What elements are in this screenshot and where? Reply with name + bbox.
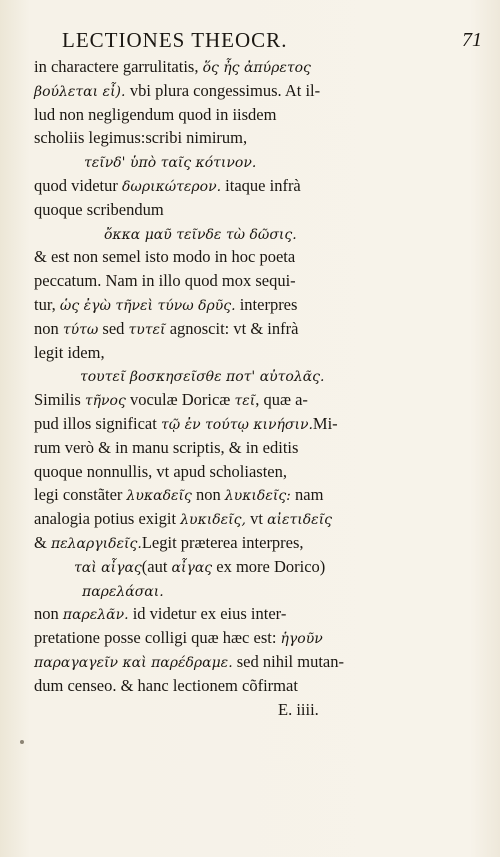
text-line [34,103,484,127]
latin-text: quoque nonnullis, vt apud scholiasten, [34,461,287,481]
greek-text: τεῖ [234,393,256,410]
greek-text: λυκιδεῖς: [224,488,291,505]
latin-text: id videtur ex eius inter- [128,604,287,624]
text-line [34,174,484,198]
latin-text: sed nihil mutan- [232,651,344,671]
latin-text: nam [290,485,324,505]
text-line [34,198,484,222]
quotation-line [34,579,484,603]
latin-text: non [191,485,225,505]
latin-text: dum censeo. & hanc lectionem cõfirmat [34,675,298,695]
latin-text: lud non negligendum quod in iisdem [34,104,277,124]
latin-text: peccatum. Nam in illo quod mox sequi- [34,271,296,291]
greek-text: τῷ ἐν τούτῳ κινήσιν. [160,416,313,433]
text-line [34,341,484,365]
greek-text: τουτεῖ βοσκησεῖσθε ποτ' αὐτολᾶς. [80,369,325,386]
latin-text: pud illos significat [34,413,161,433]
latin-text: legit idem, [34,342,105,362]
latin-text: itaque infrà [221,175,301,195]
latin-text: legi constãter [34,485,127,505]
quotation-line [34,364,484,388]
page-number: 71 [462,29,482,51]
latin-text: (aut [141,556,172,576]
text-line [34,531,484,555]
latin-text: vbi plura congessimus. At il- [129,80,321,100]
greek-text: δωρικώτερον. [122,178,222,195]
text-line [34,626,484,650]
latin-text: Similis [34,390,85,410]
greek-text: τύτω [62,321,99,338]
greek-text: παρελᾶν. [62,607,129,624]
text-line [34,650,484,674]
greek-text: ὅς ἦς ἀπύρετος [202,60,311,76]
text-line [34,602,484,626]
greek-text: βούλεται εἶ). [34,83,130,100]
text-line [34,483,484,507]
greek-text: ὡς ἐγὼ τῆνεὶ τύνω δρῦς. [59,297,236,314]
latin-text: sed [98,318,129,338]
greek-text: αἰετιδεῖς [267,512,333,529]
latin-text: voculæ Doricæ [125,390,235,410]
greek-text: τῆνος [84,393,126,410]
latin-text: E. iiii. [278,699,319,719]
text-line [34,269,484,293]
latin-text: Legit præterea interpres, [141,532,304,552]
latin-text: quod videtur [34,175,122,195]
greek-text: ἡγοῦν [280,631,323,648]
latin-text: scholiis legimus:scribi nimirum, [34,128,248,148]
quotation-line [34,555,484,579]
greek-text: πελαργιδεῖς. [50,535,142,552]
text-line [34,317,484,341]
signature-mark [34,698,484,722]
text-line [34,55,484,79]
greek-text: παρελάσαι. [82,583,164,600]
text-body [34,55,484,721]
latin-text: , quæ a- [255,390,308,410]
text-line [34,507,484,531]
latin-text: interpres [235,294,298,314]
ink-spot [20,740,24,744]
greek-text: ὄκκα μαῦ τεῖνδε τὼ δῶσις. [104,226,297,243]
text-line [34,674,484,698]
text-line [34,245,484,269]
quotation-line [34,150,484,174]
greek-text: τεῖνδ' ὑπὸ ταῖς κότινον. [84,155,257,172]
greek-text: αἶγας [171,559,213,576]
greek-text: λυκαδεῖς [126,488,192,505]
text-line [34,126,484,150]
greek-text: λυκιδεῖς, [180,512,246,529]
latin-text: Mi- [312,413,338,433]
text-line [34,436,484,460]
latin-text: non [34,318,63,338]
latin-text: agnoscit: vt & infrà [165,318,299,338]
latin-text: rum verò & in manu scriptis, & in editis [34,437,299,457]
latin-text: vt [245,509,268,529]
text-line [34,293,484,317]
latin-text: ex more Dorico) [212,556,326,576]
text-line [34,79,484,103]
text-line [34,412,484,436]
latin-text: non [34,604,63,624]
greek-text: ταὶ αἶγας [74,559,142,576]
latin-text: & [34,532,51,552]
text-line [34,460,484,484]
latin-text: pretatione posse colligi quæ hæc est: [34,628,281,648]
quotation-line [34,222,484,246]
greek-text: παραγαγεῖν καὶ παρέδραμε. [34,654,233,671]
latin-text: quoque scribendum [34,199,164,219]
running-head: LECTIONES THEOCR. [62,28,288,52]
page-header [62,28,482,56]
text-line [34,388,484,412]
latin-text: & est non semel isto modo in hoc poeta [34,247,296,267]
latin-text: tur, [34,294,60,314]
greek-text: τυτεῖ [128,321,166,338]
latin-text: in charactere garrulitatis, [34,57,203,76]
latin-text: analogia potius exigit [34,509,181,529]
